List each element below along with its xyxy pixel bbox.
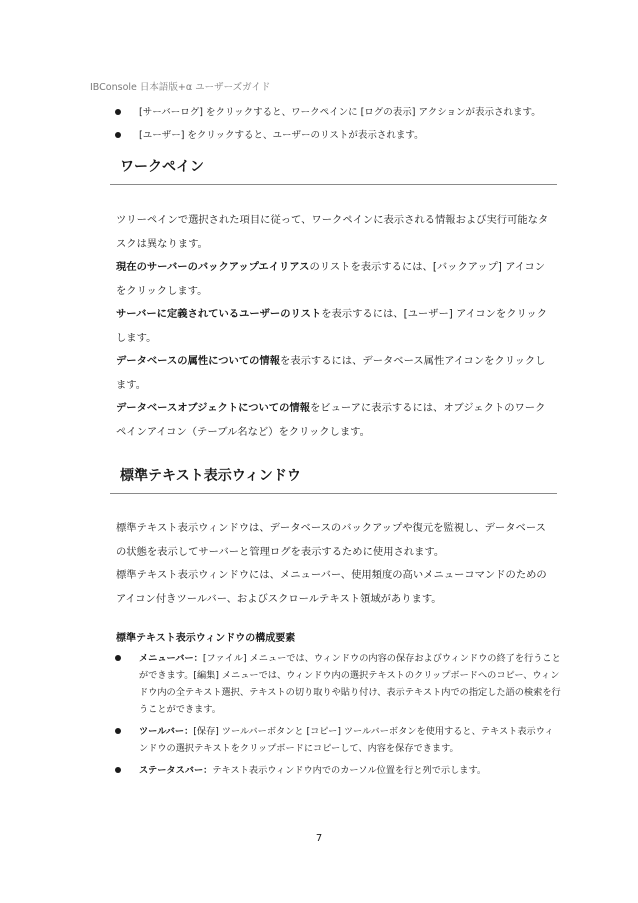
paragraph-text: のリストを表示するには、[バックアップ] アイコンをクリックします。 [116,261,546,297]
list-item [112,723,562,757]
list-item: [サーバーログ] をクリックすると、ワークペインに [ログの表示] アクションが表示されます。 [112,104,562,121]
list-item [112,762,562,779]
top-bullet-list [112,104,562,150]
bold-term: ステータスバー： [139,765,213,776]
list-item-text: [ファイル] メニューでは、ウィンドウの内容の保存およびウィンドウの終了を行うことができます。[編集] メニューでは、ウィンドウ内の選択テキストのクリップボードへのコピー、ウィンドウ内の全テキスト選択、テキストの切り取りや貼り付け、表示テキスト内での指定した語の検索を行うことができます。 [139,653,561,715]
section-heading-workpane: ワークペイン [110,156,557,185]
paragraph: 標準テキスト表示ウィンドウには、メニューバー、使用頻度の高いメニューコマンドのためのアイコン付きツールバー、およびスクロールテキスト領域があります。 [116,569,547,605]
bold-term: ツールバー： [139,726,194,737]
workpane-body [116,209,552,444]
paragraph [116,256,552,303]
running-header: IBConsole 日本語版+α ユーザーズガイド [90,82,271,93]
components-bullet-list [112,650,562,784]
bold-term: 現在のサーバーのバックアップエイリアス [116,261,310,273]
components-subheading: 標準テキスト表示ウィンドウの構成要素 [116,633,296,644]
paragraph [116,350,552,397]
bold-term: メニューバー： [139,653,203,664]
page-number: 7 [315,833,323,844]
list-item-text: [保存] ツールバーボタンと [コピー] ツールバーボタンを使用すると、テキスト表示ウィンドウの選択テキストをクリップボードにコピーして、内容を保存できます。 [139,726,554,754]
list-item [112,650,562,718]
paragraph [116,397,552,444]
list-item-text: テキスト表示ウィンドウ内でのカーソル位置を行と列で示します。 [212,765,487,776]
bold-term: データベースの属性についての情報 [116,355,281,367]
paragraph-text: を表示するには、データベース属性アイコンをクリックします。 [116,355,546,391]
paragraph [116,303,552,350]
paragraph: 標準テキスト表示ウィンドウは、データベースのバックアップや復元を監視し、データベースの状態を表示してサーバーと管理ログを表示するために使用されます。 [116,522,546,558]
list-item: [ユーザー] をクリックすると、ユーザーのリストが表示されます。 [112,127,562,144]
paragraph-text: を表示するには、[ユーザー] アイコンをクリックします。 [116,308,548,344]
bold-term: サーバーに定義されているユーザーのリスト [116,308,322,320]
paragraph-text: をビューアに表示するには、オブジェクトのワークペインアイコン（テーブル名など）をクリックします。 [116,402,546,438]
workpane-intro: ツリーペインで選択された項目に従って、ワークペインに表示される情報および実行可能なタスクは異なります。 [116,214,549,250]
text-window-body [116,517,552,611]
bold-term: データベースオブジェクトについての情報 [116,402,310,414]
section-heading-text-window: 標準テキスト表示ウィンドウ [110,465,557,494]
